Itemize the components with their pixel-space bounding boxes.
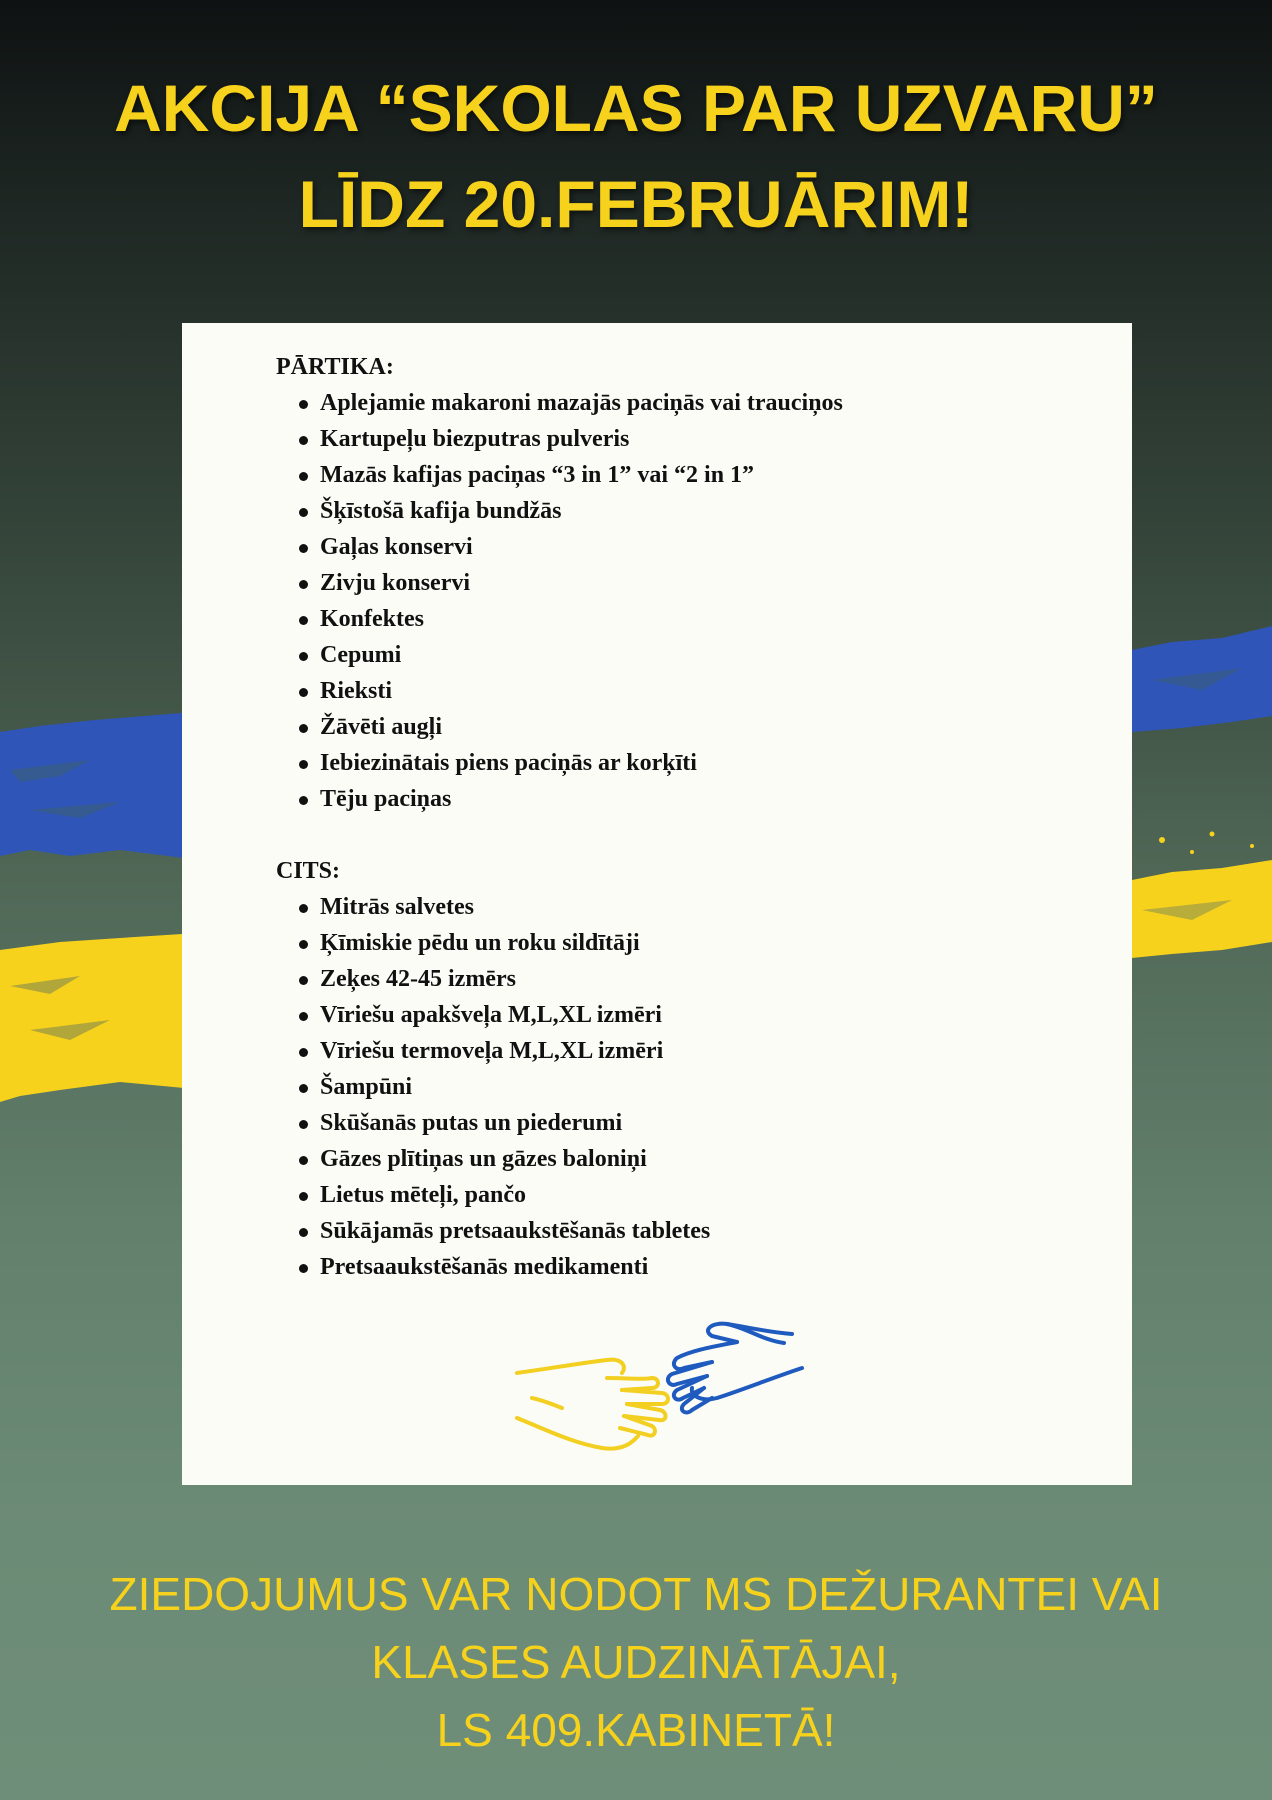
list-item: Šampūni [276,1069,1096,1105]
list-item: Lietus mēteļi, pančo [276,1177,1096,1213]
blue-hand-icon [668,1324,802,1413]
list-item: Vīriešu termoveļa M,L,XL izmēri [276,1033,1096,1069]
headline-line-2: LĪDZ 20.FEBRUĀRIM! [298,167,974,241]
list-item: Zeķes 42-45 izmērs [276,961,1096,997]
list-item: Iebiezinātais piens paciņās ar korķīti [276,745,1096,781]
left-flag-strokes [0,710,190,1110]
list-item: Skūšanās putas un piederumi [276,1105,1096,1141]
list-item: Zivju konservi [276,565,1096,601]
yellow-hand-icon [517,1360,668,1449]
list-item: Vīriešu apakšveļa M,L,XL izmēri [276,997,1096,1033]
list-item: Gāzes plītiņas un gāzes baloniņi [276,1141,1096,1177]
footer-line-3: LS 409.KABINETĀ! [436,1704,836,1756]
other-section-title: CITS: [276,858,341,884]
list-item: Cepumi [276,637,1096,673]
list-item: Aplejamie makaroni mazajās paciņās vai trauciņos [276,385,1096,421]
right-flag-strokes [1132,620,1272,980]
food-list [276,385,1096,817]
list-item: Tēju paciņas [276,781,1096,817]
headline [0,60,1272,252]
list-item: Gaļas konservi [276,529,1096,565]
left-yellow-stroke [0,934,184,1102]
list-item: Pretsaaukstēšanās medikamenti [276,1249,1096,1285]
donation-list-card [182,323,1132,1485]
list-item: Konfektes [276,601,1096,637]
food-section-title: PĀRTIKA: [276,354,394,380]
headline-line-1: AKCIJA “SKOLAS PAR UZVARU” [114,71,1158,145]
other-list [276,889,1096,1285]
list-item: Sūkājamās pretsaaukstēšanās tabletes [276,1213,1096,1249]
list-item: Šķīstošā kafija bundžās [276,493,1096,529]
donation-list [276,349,1096,1285]
handshake-icon [512,1318,812,1468]
section-spacer [276,817,1096,853]
list-item: Rieksti [276,673,1096,709]
list-item: Mitrās salvetes [276,889,1096,925]
footer-line-1: ZIEDOJUMUS VAR NODOT MS DEŽURANTEI VAI [109,1568,1163,1620]
list-item: Ķīmiskie pēdu un roku sildītāji [276,925,1096,961]
list-item: Žāvēti augļi [276,709,1096,745]
list-item: Mazās kafijas paciņas “3 in 1” vai “2 in 1” [276,457,1096,493]
list-item: Kartupeļu biezputras pulveris [276,421,1096,457]
left-blue-stroke [0,713,184,858]
footer-line-2: KLASES AUDZINĀTĀJAI, [371,1636,901,1688]
footer-note [0,1560,1272,1764]
